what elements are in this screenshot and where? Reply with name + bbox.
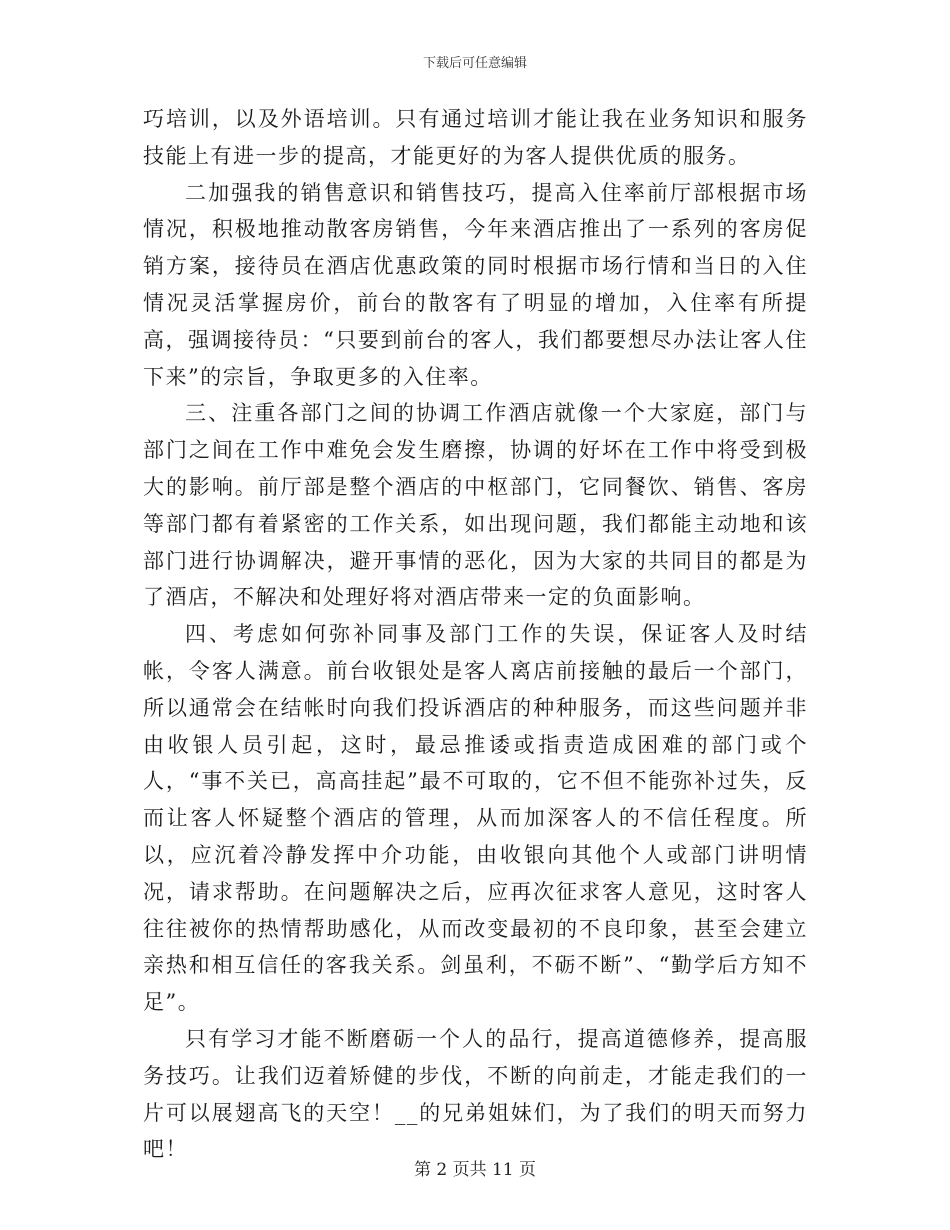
page-header-note: 下载后可任意编辑 [422,56,527,71]
page-number-footer: 第 2 页共 11 页 [413,1160,537,1180]
document-body [143,101,808,1168]
paragraph-error-remedy: 四、考虑如何弥补同事及部门工作的失误，保证客人及时结帐，令客人满意。前台收银处是客人离店前接触的最后一个部门，所以通常会在结帐时向我们投诉酒店的种种服务，而这些问题并非由收银人员引起，这时，最忌推诿或指责造成困难的部门或个人，“事不关已，高高挂起”最不可取的，它不但不能弥补过失，反而让客人怀疑整个酒店的管理，从而加深客人的不信任程度。所以，应沉着冷静发挥中介功能，由收银向其他个人或部门讲明情况，请求帮助。在问题解决之后，应再次征求客人意见，这时客人往往被你的热情帮助感化，从而改变最初的不良印象，甚至会建立亲热和相互信任的客我关系。剑虽利，不砺不断”、“勤学后方知不足”。 [143,622,808,1015]
paragraph-closing: 只有学习才能不断磨砺一个人的品行，提高道德修养，提高服务技巧。让我们迈着矫健的步伐，不断的向前走，才能走我们的一片可以展翅高飞的天空！__的兄弟姐妹们，为了我们的明天而努力吧！ [143,1026,808,1162]
paragraph-department-coordination: 三、注重各部门之间的协调工作酒店就像一个大家庭，部门与部门之间在工作中难免会发生磨擦，协调的好坏在工作中将受到极大的影响。前厅部是整个酒店的中枢部门，它同餐饮、销售、客房等部门都有着紧密的工作关系，如出现问题，我们都能主动地和该部门进行协调解决，避开事情的恶化，因为大家的共同目的都是为了酒店，不解决和处理好将对酒店带来一定的负面影响。 [143,401,808,610]
paragraph-training-continued: 巧培训，以及外语培训。只有通过培训才能让我在业务知识和服务技能上有进一步的提高，才能更好的为客人提供优质的服务。 [143,107,808,168]
paragraph-sales-awareness: 二加强我的销售意识和销售技巧，提高入住率前厅部根据市场情况，积极地推动散客房销售，今年来酒店推出了一系列的客房促销方案，接待员在酒店优惠政策的同时根据市场行情和当日的入住情况灵活掌握房价，前台的散客有了明显的增加，入住率有所提高，强调接待员：“只要到前台的客人，我们都要想尽办法让客人住下来”的宗旨，争取更多的入住率。 [143,180,808,389]
